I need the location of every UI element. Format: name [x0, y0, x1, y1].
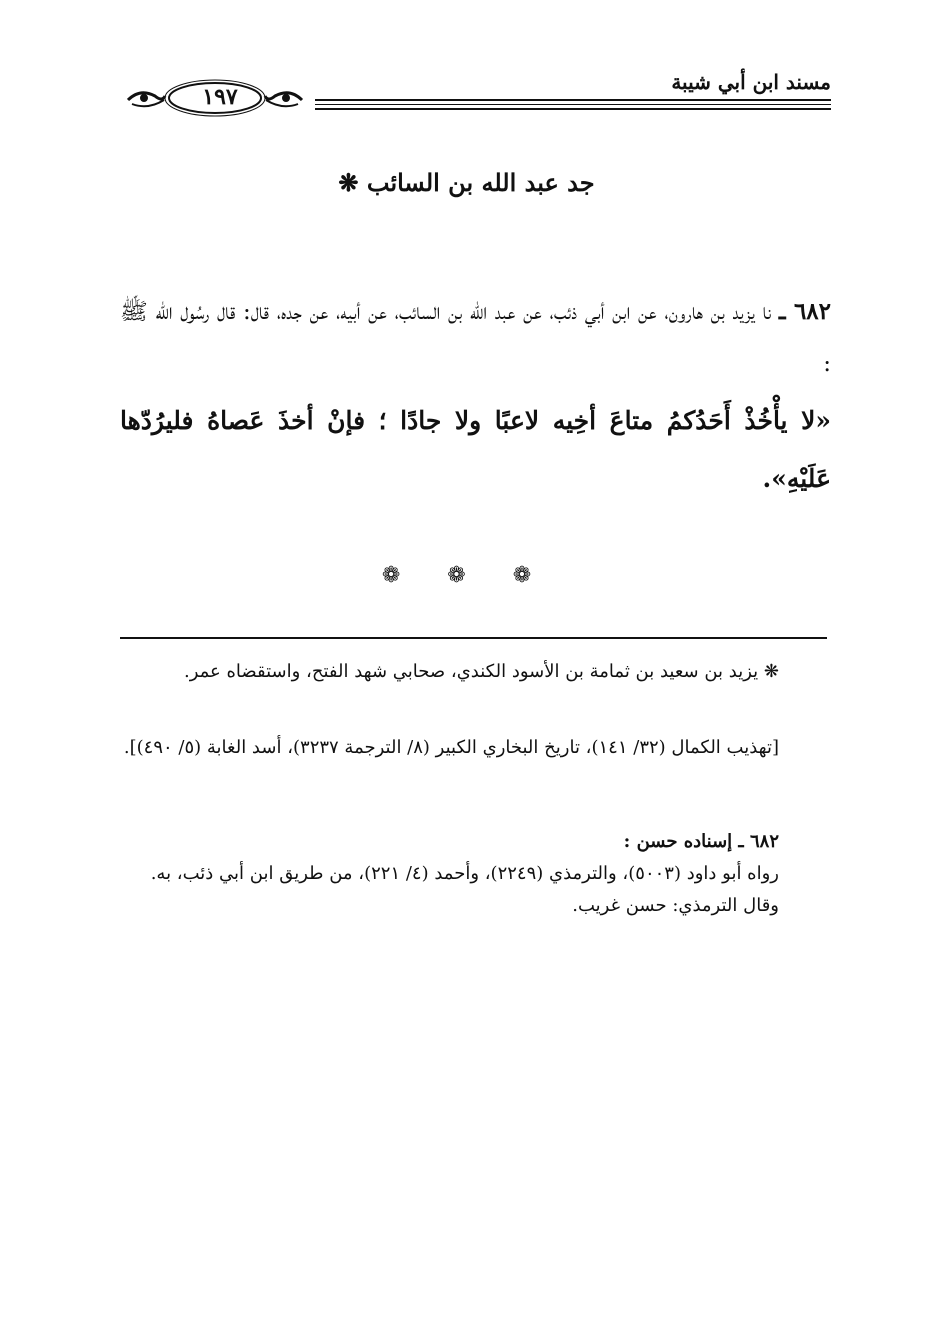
footnote-isnad [120, 826, 779, 922]
footnote-references: [تهذيب الكمال (٣٢/ ١٤١)، تاريخ البخاري الكبير (٨/ الترجمة ٣٢٣٧)، أسد الغابة (٥/ ٤٩٠)]. [123, 737, 779, 758]
chapter-title: جد عبد الله بن السائب ❋ [338, 168, 595, 197]
hadith-chain [120, 286, 831, 390]
running-header-title: مسند ابن أبي شيبة [671, 70, 831, 94]
isnad-heading: ٦٨٢ ـ إسناده حسن : [623, 831, 779, 852]
header-rule [315, 99, 831, 110]
tirmidhi-note: وقال الترمذي: حسن غريب. [572, 895, 779, 916]
isnad-body: رواه أبو داود (٥٠٠٣)، والترمذي (٢٢٤٩)، وأحمد (٤/ ٢٢١)، من طريق ابن أبي ذئب، به. [150, 863, 779, 884]
section-separator: ❁ ❁ ❁ [381, 563, 552, 588]
hadith-number: ٦٨٢ ـ [778, 298, 832, 325]
hadith-chain-text: نا يزيد بن هارون، عن ابن أبي ذئب، عن عبد الله بن السائب، عن أبيه، عن جده، قال: قال رسُول الله ﷺ : [120, 299, 831, 377]
hadith-text: «لا يأْخُذْ أَحَدُكمُ متاعَ أخِيه لاعبًا ولا جادًا ؛ فإنْ أخذَ عَصاهُ فليرُدّها عَلَيْهِ». [120, 406, 831, 493]
page-number: ١٩٧ [202, 84, 238, 110]
footnote-biography: ❋ يزيد بن سعيد بن ثمامة بن الأسود الكندي، صحابي شهد الفتح، واستقضاه عمر. [183, 661, 779, 682]
footnote-divider [120, 637, 827, 639]
